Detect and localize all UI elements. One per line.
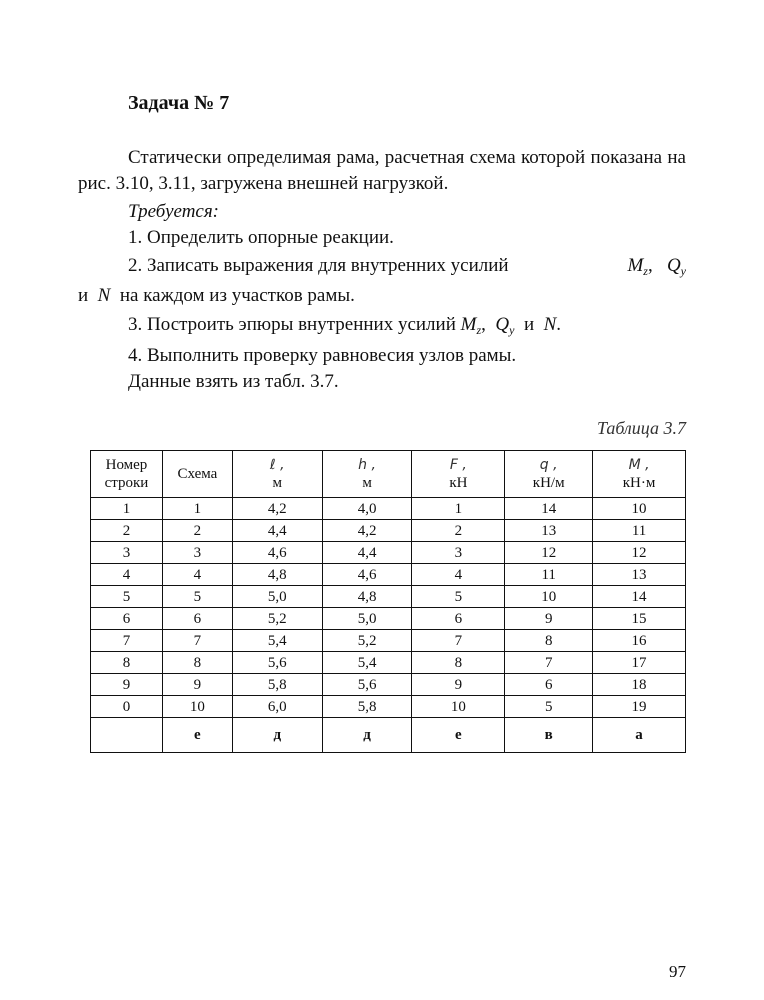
item-1: 1. Определить опорные реакции. (128, 227, 394, 248)
table-cell: 11 (505, 564, 593, 586)
table-cell: д (322, 718, 412, 753)
table-cell: 7 (162, 630, 232, 652)
table-cell: 3 (91, 542, 163, 564)
table-cell: 15 (593, 608, 686, 630)
table-row (91, 586, 686, 608)
table-cell: 2 (162, 520, 232, 542)
table-row (91, 630, 686, 652)
table-row (91, 608, 686, 630)
table-cell: 12 (593, 542, 686, 564)
table-cell: 8 (505, 630, 593, 652)
table-cell: 7 (412, 630, 505, 652)
table-cell: 5,4 (232, 630, 322, 652)
table-cell: 4,8 (232, 564, 322, 586)
requires-label: Требуется: (128, 201, 220, 222)
table-cell: 14 (505, 498, 593, 520)
table-cell: 5,0 (232, 586, 322, 608)
header-scheme: Схема (162, 451, 232, 498)
table-cell: 8 (412, 652, 505, 674)
header-moment: M , кН·м (593, 451, 686, 498)
table-cell: 4 (162, 564, 232, 586)
table-cell: 10 (505, 586, 593, 608)
table-cell: 11 (593, 520, 686, 542)
table-cell: в (505, 718, 593, 753)
table-cell: 5,8 (232, 674, 322, 696)
table-cell: 9 (505, 608, 593, 630)
table-cell: 16 (593, 630, 686, 652)
table-cell: 6 (91, 608, 163, 630)
table-cell: е (162, 718, 232, 753)
table-cell: 12 (505, 542, 593, 564)
table-cell: 5 (91, 586, 163, 608)
page-number: 97 (669, 962, 686, 981)
table-header-row (91, 451, 686, 498)
item-2-line (128, 253, 686, 284)
data-reference: Данные взять из табл. 3.7. (128, 371, 339, 392)
table-cell: 1 (162, 498, 232, 520)
table-cell: 5,2 (232, 608, 322, 630)
table-cell: 6 (162, 608, 232, 630)
table-row (91, 520, 686, 542)
table-cell: 4,6 (232, 542, 322, 564)
header-force: F , кН (412, 451, 505, 498)
table-row (91, 564, 686, 586)
table-cell: 5 (412, 586, 505, 608)
table-cell: 4 (412, 564, 505, 586)
table-footer-row (91, 718, 686, 753)
item-3: 3. Построить эпюры внутренних усилий $M_z$, $Q_y$ и N. (128, 314, 562, 337)
table-cell: а (593, 718, 686, 753)
table-cell: 5,6 (322, 674, 412, 696)
table-cell: 19 (593, 696, 686, 718)
table-cell: 10 (412, 696, 505, 718)
table-cell: е (412, 718, 505, 753)
table-cell: 13 (593, 564, 686, 586)
header-height: h , м (322, 451, 412, 498)
table-cell: 4,6 (322, 564, 412, 586)
table-cell: 13 (505, 520, 593, 542)
table-cell: 8 (162, 652, 232, 674)
item-4: 4. Выполнить проверку равновесия узлов рамы. (128, 345, 517, 366)
data-table (90, 450, 686, 753)
table-cell: 5 (162, 586, 232, 608)
table-cell: 4,2 (232, 498, 322, 520)
table-cell: 3 (162, 542, 232, 564)
table-cell: 5 (505, 696, 593, 718)
header-row-number: Номер строки (91, 451, 163, 498)
table-cell: 5,2 (322, 630, 412, 652)
table-cell: 10 (593, 498, 686, 520)
task-title: Задача № 7 (128, 92, 230, 114)
table-caption: Таблица 3.7 (596, 418, 686, 438)
table-row (91, 652, 686, 674)
table-cell: 4,4 (232, 520, 322, 542)
table-cell: 7 (91, 630, 163, 652)
table-cell: 8 (91, 652, 163, 674)
table-cell: д (232, 718, 322, 753)
table-cell: 2 (412, 520, 505, 542)
table-cell: 5,0 (322, 608, 412, 630)
table-cell: 5,4 (322, 652, 412, 674)
table-cell: 17 (593, 652, 686, 674)
table-cell: 5,6 (232, 652, 322, 674)
item-2-continuation: и N на каждом из участков рамы. (78, 285, 355, 306)
header-length: ℓ , м (232, 451, 322, 498)
table-cell: 4,0 (322, 498, 412, 520)
item-2-symbols: $M_z$, $Q_y$ (627, 255, 686, 278)
table-cell: 0 (91, 696, 163, 718)
table-row (91, 498, 686, 520)
header-distributed-load: q , кН/м (505, 451, 593, 498)
table-cell: 9 (412, 674, 505, 696)
table-cell: 18 (593, 674, 686, 696)
table-cell: 7 (505, 652, 593, 674)
table-cell: 6 (505, 674, 593, 696)
table-cell: 4,2 (322, 520, 412, 542)
table-cell: 1 (412, 498, 505, 520)
table-cell: 6 (412, 608, 505, 630)
table-cell: 4,4 (322, 542, 412, 564)
table-cell (91, 718, 163, 753)
item-2-text: 2. Записать выражения для внутренних усилий (128, 255, 509, 276)
table-cell: 4 (91, 564, 163, 586)
table-cell: 14 (593, 586, 686, 608)
table-cell: 4,8 (322, 586, 412, 608)
table-cell: 10 (162, 696, 232, 718)
table-cell: 9 (162, 674, 232, 696)
table-row (91, 674, 686, 696)
table-cell: 9 (91, 674, 163, 696)
intro-paragraph: Статически определимая рама, расчетная схема которой показана на рис. 3.10, 3.11, загружена внешней нагрузкой. (78, 147, 686, 194)
table-row (91, 542, 686, 564)
table-cell: 2 (91, 520, 163, 542)
table-row (91, 696, 686, 718)
table-cell: 1 (91, 498, 163, 520)
table-cell: 3 (412, 542, 505, 564)
table-cell: 5,8 (322, 696, 412, 718)
table-cell: 6,0 (232, 696, 322, 718)
